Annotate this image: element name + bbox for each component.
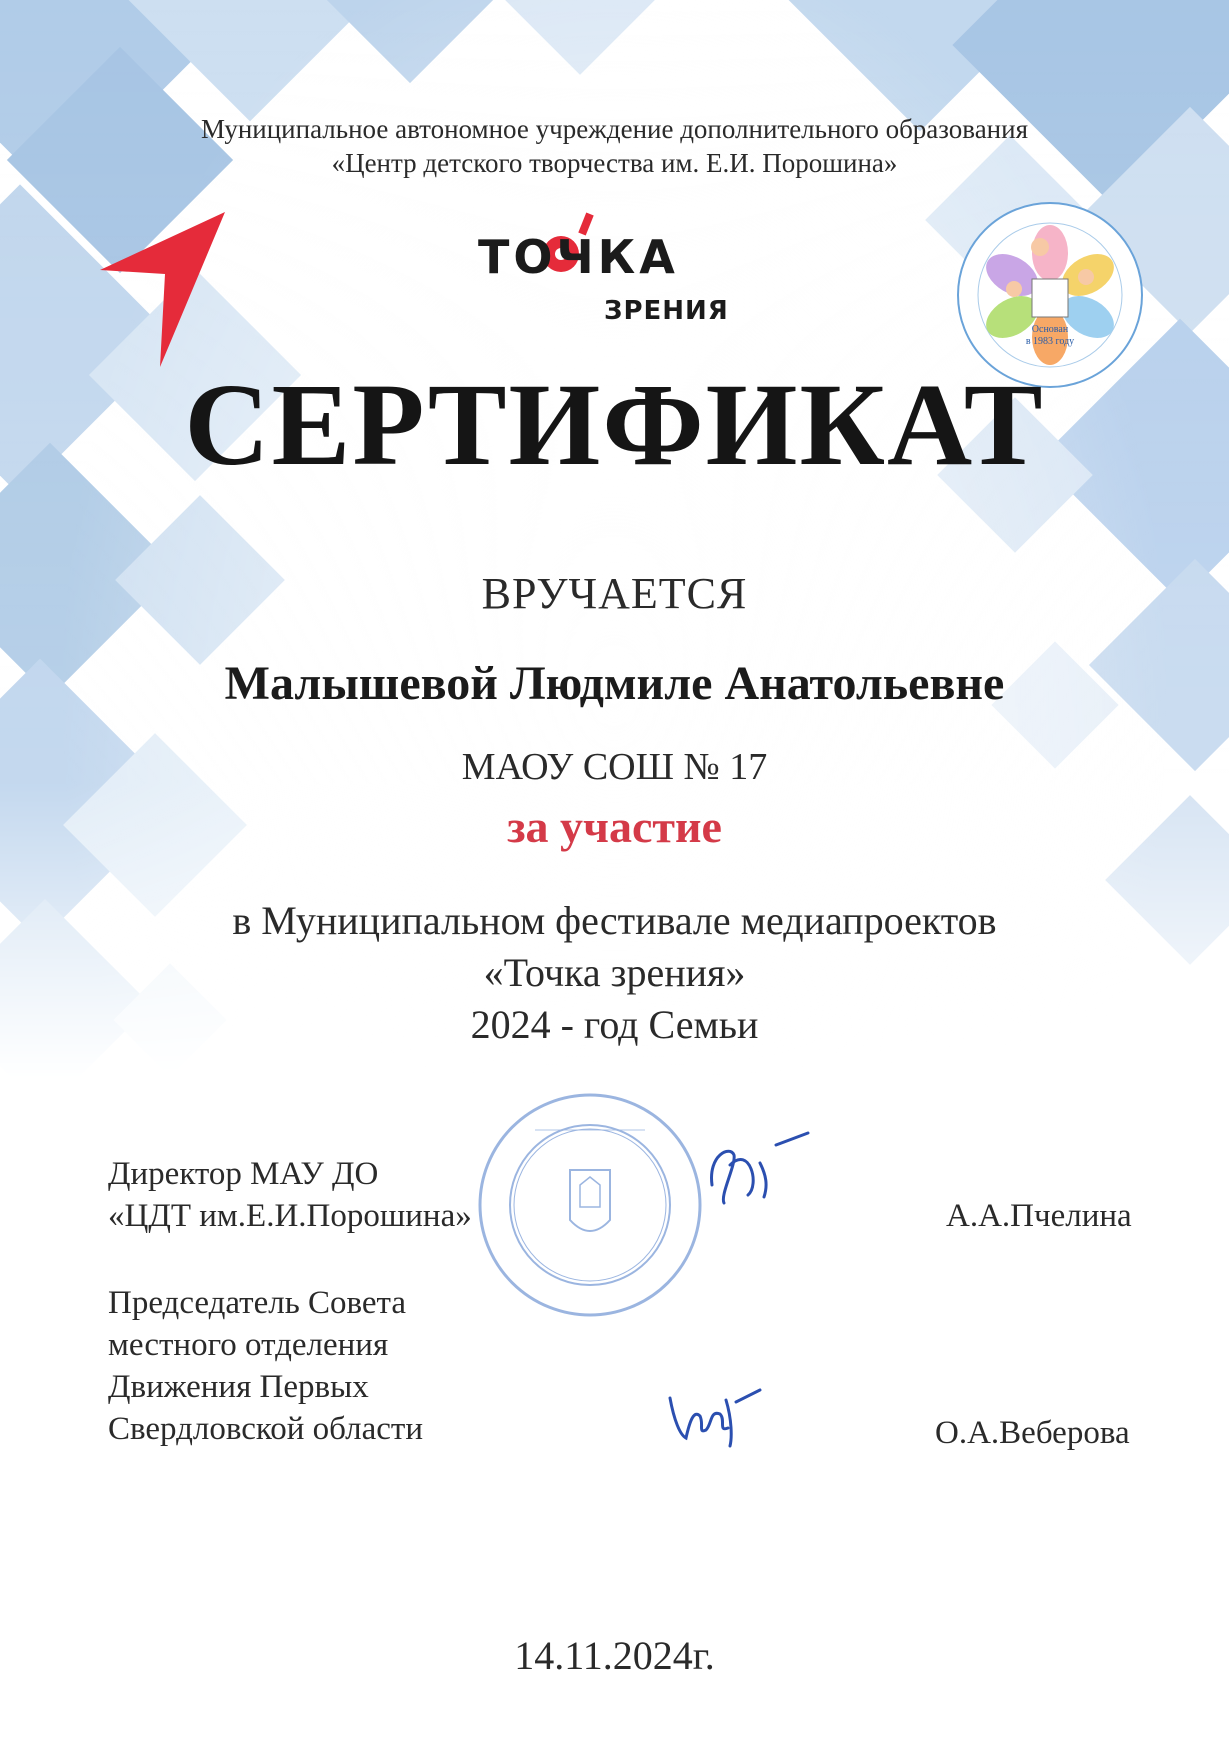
award-reason: за участие (507, 801, 722, 852)
signatory-2-line-4: Свердловской области (108, 1411, 423, 1447)
organization-line-2: «Центр детского творчества им. Е.И. Порошина» (331, 148, 898, 178)
festival-line-3: 2024 - год Семьи (470, 1002, 759, 1047)
logo-word-1: ТОЧКА (478, 230, 679, 284)
awarded-label: ВРУЧАЕТСЯ (481, 569, 748, 618)
tochka-zreniya-logo (478, 212, 748, 332)
signatory-1-line-2: «ЦДТ им.Е.И.Порошина» (108, 1198, 472, 1234)
festival-line-2: «Точка зрения» (483, 950, 746, 995)
recipient-name: Малышевой Людмиле Анатольевне (224, 657, 1005, 710)
signatory-2-line-3: Движения Первых (108, 1369, 369, 1405)
emblem-founded-1: Основан (1031, 324, 1069, 335)
emblem-founded-2: в 1983 году (1025, 336, 1075, 347)
red-arrow-icon (100, 212, 230, 372)
issue-date: 14.11.2024г. (514, 1633, 715, 1678)
signatory-2-line-2: местного отделения (108, 1327, 389, 1363)
signatory-1-name: А.А.Пчелина (946, 1198, 1132, 1234)
recipient-school: МАОУ СОШ № 17 (461, 746, 768, 788)
organization-line-1: Муниципальное автономное учреждение дополнительного образования (200, 114, 1028, 144)
festival-line-1: в Муниципальном фестивале медиапроектов (232, 898, 997, 943)
signatory-2-name: О.А.Веберова (935, 1415, 1130, 1451)
signature-2 (660, 1380, 770, 1460)
signature-1 (690, 1125, 810, 1215)
certificate-title: СЕРТИФИКАТ (184, 359, 1045, 490)
signatory-1-line-1: Директор МАУ ДО (108, 1156, 379, 1192)
signatory-1-position (108, 1153, 472, 1237)
organization-header (0, 112, 1229, 180)
signatory-2-position (108, 1282, 423, 1450)
signatory-2-line-1: Председатель Совета (108, 1285, 407, 1321)
festival-description (0, 895, 1229, 1051)
logo-word-2: ЗРЕНИЯ (604, 296, 729, 326)
official-stamp (475, 1090, 705, 1320)
